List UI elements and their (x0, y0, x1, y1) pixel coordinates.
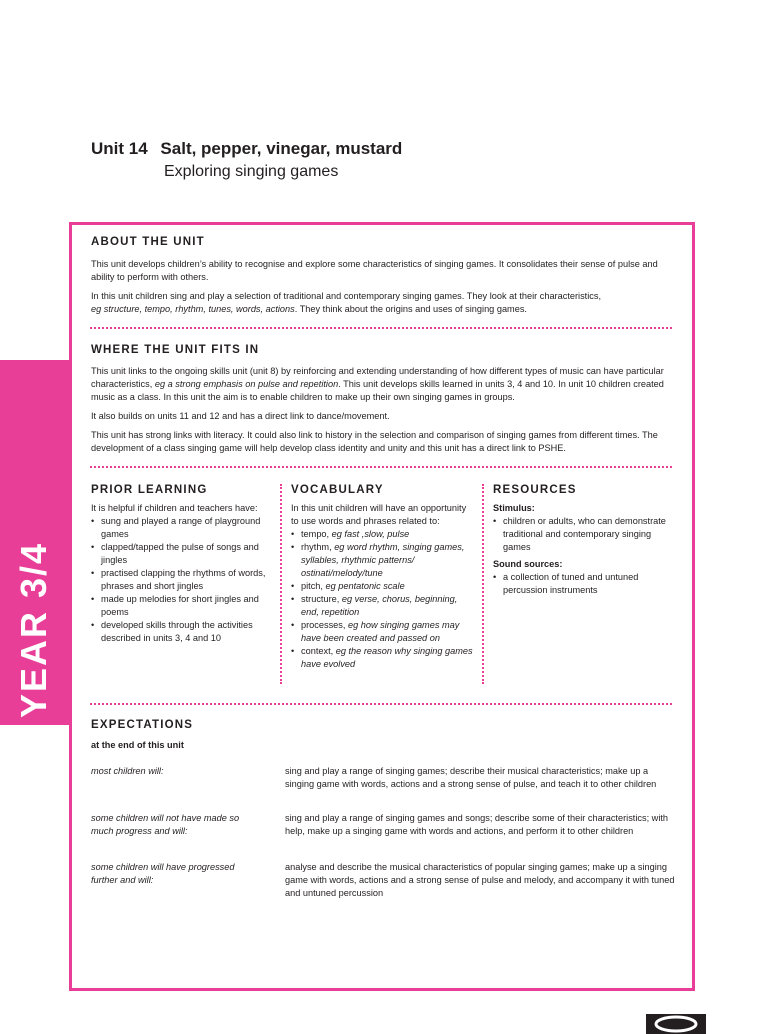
stimulus-list (493, 515, 673, 554)
list-item: • sung and played a range of playground games (91, 515, 276, 541)
about-heading: ABOUT THE UNIT (91, 236, 205, 248)
expectations-subheading: at the end of this unit (91, 740, 184, 750)
fits-p1-c: . This unit develops skills learned in units 3, 4 and 10. In unit 10 children created music as a class. In this unit the aim is to enable children to make up their own singing games in groups. (91, 379, 664, 402)
vocab-list (291, 528, 474, 671)
fits-heading: WHERE THE UNIT FITS IN (91, 344, 260, 356)
unit-title-text: Salt, pepper, vinegar, mustard (160, 139, 403, 158)
divider (90, 327, 672, 329)
about-paragraph-2 (91, 290, 675, 316)
vocab-term: rhythm, (301, 542, 335, 552)
expectation-label: some children will not have made so much progress and will: (91, 813, 240, 836)
vocab-example: eg verse, chorus, beginning, end, repetition (301, 594, 458, 617)
vocab-term: context, (301, 646, 336, 656)
list-item: • developed skills through the activities described in units 3, 4 and 10 (91, 619, 276, 645)
vocab-term: tempo, (301, 529, 332, 539)
vocab-example: eg fast ,slow, pulse (331, 529, 410, 539)
about-p2-c: . They think about the origins and uses of singing games. (294, 304, 527, 314)
prior-list (91, 515, 276, 645)
vocab-example: eg the reason why singing games have evolved (301, 646, 473, 669)
list-item (291, 645, 474, 671)
about-paragraph-1: This unit develops children’s ability to recognise and explore some characteristics of singing games. It consolidates their sense of pulse and ability to perform with others. (91, 259, 658, 282)
vocab-heading: VOCABULARY (291, 484, 384, 496)
list-item (291, 528, 474, 541)
vocab-term: processes, (301, 620, 348, 630)
fits-paragraph-1 (91, 365, 675, 404)
list-item: • practised clapping the rhythms of words, phrases and short jingles (91, 567, 276, 593)
list-item: • a collection of tuned and untuned percussion instruments (493, 571, 673, 597)
fits-paragraph-2: It also builds on units 11 and 12 and has a direct link to dance/movement. (91, 411, 390, 421)
vocab-term: pitch, (301, 581, 326, 591)
vocab-example: eg word rhythm, singing games, syllables, rhythmic patterns/ ostinati/melody/tune (301, 542, 465, 578)
publisher-logo-icon (646, 1014, 706, 1034)
list-item: • children or adults, who can demonstrate traditional and contemporary singing games (493, 515, 673, 554)
divider (90, 466, 672, 468)
resources-column (493, 484, 673, 597)
unit-number: Unit 14 (91, 139, 148, 158)
page-title (91, 139, 402, 159)
stimulus-label: Stimulus: (493, 503, 535, 513)
divider (90, 703, 672, 705)
vocabulary-column (291, 484, 474, 671)
year-label: YEAR 3/4 (13, 541, 54, 719)
expectation-label: some children will have progressed further and will: (91, 862, 235, 885)
list-item (291, 541, 474, 580)
vocab-intro: In this unit children will have an opportunity to use words and phrases related to: (291, 503, 467, 526)
expectation-text: analyse and describe the musical characteristics of popular singing games; make up a singing game with words, actions and a strong sense of pulse and melody, and accompany it with tuned and untuned percussion (285, 862, 675, 898)
about-p2-a: In this unit children sing and play a selection of traditional and contemporary singing games. They look at their characteristics, (91, 291, 602, 301)
sound-sources-list (493, 571, 673, 597)
vocab-example: eg how singing games may have been created and passed on (301, 620, 460, 643)
expectations-heading: EXPECTATIONS (91, 719, 194, 731)
list-item: • clapped/tapped the pulse of songs and jingles (91, 541, 276, 567)
prior-heading: PRIOR LEARNING (91, 484, 208, 496)
column-divider (482, 484, 484, 684)
fits-paragraph-3: This unit has strong links with literacy. It could also link to history in the selection and comparison of singing games from different times. The development of a class singing game will help develop class identity and unity and this unit has a direct link to PSHE. (91, 430, 658, 453)
sound-sources-label: Sound sources: (493, 559, 563, 569)
list-item: • made up melodies for short jingles and poems (91, 593, 276, 619)
column-divider (280, 484, 282, 684)
fits-p1-b: eg a strong emphasis on pulse and repetition (154, 379, 339, 389)
vocab-example: eg pentatonic scale (325, 581, 405, 591)
prior-intro: It is helpful if children and teachers have: (91, 503, 258, 513)
list-item (291, 619, 474, 645)
page-subtitle: Exploring singing games (164, 163, 339, 180)
list-item (291, 580, 474, 593)
about-p2-b: eg structure, tempo, rhythm, tunes, words, actions (91, 304, 295, 314)
prior-learning-column (91, 484, 276, 645)
expectation-text: sing and play a range of singing games; describe their musical characteristics; make up a singing game with words, actions and a strong sense of pulse, and teach it to other children (285, 766, 657, 789)
list-item (291, 593, 474, 619)
expectation-label: most children will: (91, 766, 164, 776)
expectation-text: sing and play a range of singing games and songs; describe some of their characteristics; with help, make up a singing game with words and actions, and perform it to other children (285, 813, 669, 836)
resources-heading: RESOURCES (493, 484, 577, 496)
fits-p1-a: This unit links to the ongoing skills unit (unit 8) by reinforcing and extending understanding of how different types of music can have particular characteristics, (91, 366, 664, 389)
vocab-term: structure, (301, 594, 342, 604)
